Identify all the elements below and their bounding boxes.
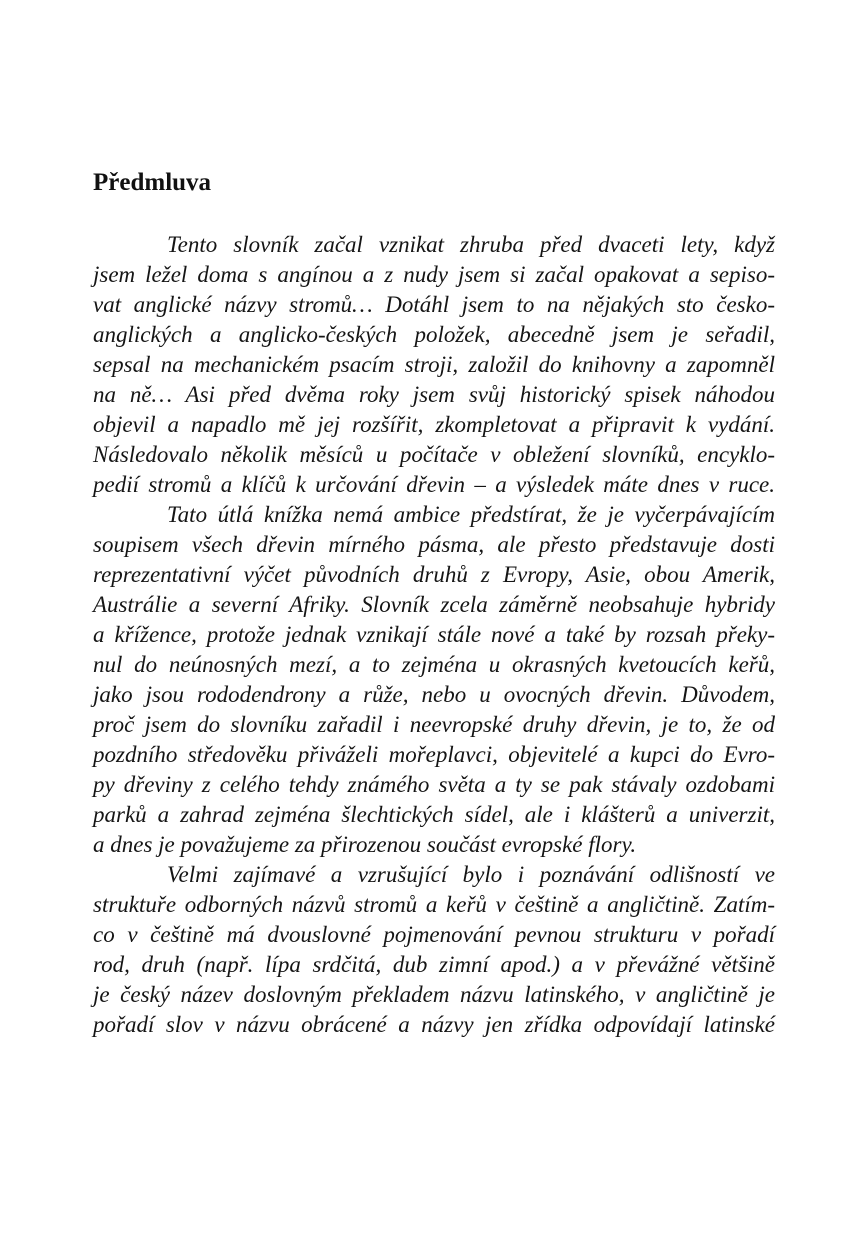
text-line: pořadí slov v názvu obrácené a názvy jen zřídka odpovídají latinské — [93, 1012, 775, 1037]
text-line: vat anglické názvy stromů… Dotáhl jsem to na nějakých sto česko- — [93, 292, 775, 317]
text-line: struktuře odborných názvů stromů a keřů v češtině a angličtině. Zatím- — [93, 892, 775, 917]
paragraph — [93, 860, 775, 1040]
page-title: Předmluva — [93, 169, 212, 196]
text-line: pozdního středověku přiváželi mořeplavci, objevitelé a kupci do Evro- — [93, 742, 775, 767]
text-line: a křížence, protože jednak vznikají stále nové a také by rozsah překy- — [93, 622, 775, 647]
text-line: sepsal na mechanickém psacím stroji, založil do knihovny a zapomněl — [93, 352, 775, 377]
text-line: rod, druh (např. lípa srdčitá, dub zimní apod.) a v převážné většině — [93, 952, 775, 977]
text-line: anglických a anglicko-českých položek, abecedně jsem je seřadil, — [93, 322, 775, 347]
text-line: proč jsem do slovníku zařadil i neevropské druhy dřevin, je to, že od — [93, 712, 775, 737]
text-line: na ně… Asi před dvěma roky jsem svůj historický spisek náhodou — [93, 382, 775, 407]
text-line: objevil a napadlo mě jej rozšířit, zkompletovat a připravit k vydání. — [93, 412, 775, 437]
text-line: Tento slovník začal vznikat zhruba před dvaceti lety, když — [167, 232, 775, 257]
preface-text — [93, 230, 775, 1040]
text-line: Austrálie a severní Afriky. Slovník zcela záměrně neobsahuje hybridy — [93, 592, 775, 617]
text-line: reprezentativní výčet původních druhů z Evropy, Asie, obou Amerik, — [93, 562, 775, 587]
text-line: nul do neúnosných mezí, a to zejména u okrasných kvetoucích keřů, — [93, 652, 775, 677]
text-line: soupisem všech dřevin mírného pásma, ale přesto představuje dosti — [93, 532, 775, 557]
text-line: parků a zahrad zejména šlechtických sídel, ale i klášterů a univerzit, — [93, 802, 775, 827]
text-line: je český název doslovným překladem názvu latinského, v angličtině je — [93, 982, 775, 1007]
text-line: jako jsou rododendrony a růže, nebo u ovocných dřevin. Důvodem, — [93, 682, 775, 707]
text-line: py dřeviny z celého tehdy známého světa a ty se pak stávaly ozdobami — [93, 772, 775, 797]
paragraph — [93, 230, 775, 500]
text-line: co v češtině má dvouslovné pojmenování pevnou strukturu v pořadí — [93, 922, 775, 947]
text-line: Tato útlá knížka nemá ambice předstírat, že je vyčerpávajícím — [167, 502, 775, 527]
text-line: Následovalo několik měsíců u počítače v obležení slovníků, encyklo- — [93, 442, 775, 467]
paragraph — [93, 500, 775, 860]
text-line: Velmi zajímavé a vzrušující bylo i poznávání odlišností ve — [167, 862, 775, 887]
text-line: a dnes je považujeme za přirozenou součást evropské flory. — [93, 832, 637, 857]
text-line: jsem ležel doma s angínou a z nudy jsem si začal opakovat a sepiso- — [93, 262, 775, 287]
text-line: pedií stromů a klíčů k určování dřevin – a výsledek máte dnes v ruce. — [93, 472, 775, 497]
